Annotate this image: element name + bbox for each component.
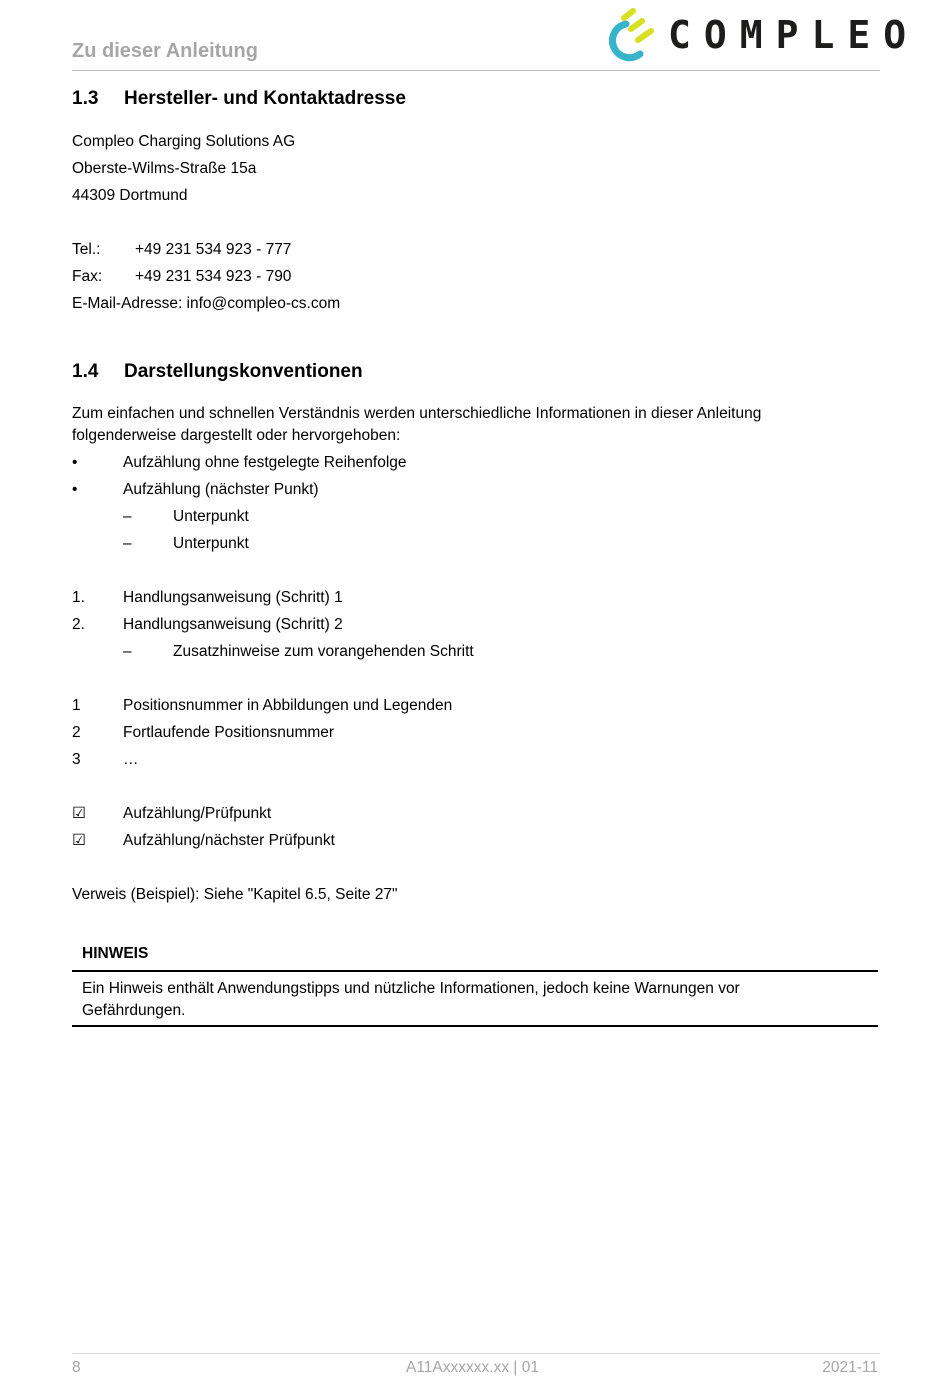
step-text: Handlungsanweisung (Schritt) 1 bbox=[123, 589, 343, 606]
step-text: Handlungsanweisung (Schritt) 2 bbox=[123, 616, 343, 633]
position-number: 3 bbox=[72, 751, 81, 768]
checkbox-checked-icon: ☑ bbox=[72, 805, 86, 822]
address-line-street: Oberste-Wilms-Straße 15a bbox=[72, 160, 257, 177]
check-item-text: Aufzählung/nächster Prüfpunkt bbox=[123, 832, 335, 849]
contact-fax bbox=[72, 266, 291, 288]
checkbox-checked-icon: ☑ bbox=[72, 832, 86, 849]
section-heading-1-3 bbox=[72, 88, 406, 110]
bullet-text: Aufzählung ohne festgelegte Reihenfolge bbox=[123, 454, 407, 471]
hinweis-top-rule bbox=[72, 970, 878, 972]
hinweis-text: Ein Hinweis enthält Anwendungstipps und nützliche Informationen, jedoch keine Warnungen vor Gefährdungen. bbox=[82, 980, 740, 1019]
step-number: 2. bbox=[72, 616, 85, 633]
position-text: Fortlaufende Positionsnummer bbox=[123, 724, 335, 741]
tel-label: Tel.: bbox=[72, 241, 101, 258]
sub-bullet-marker: – bbox=[123, 535, 132, 552]
intro-paragraph: Zum einfachen und schnellen Verständnis werden unterschiedliche Informationen in dieser Anleitung folgenderweise dargestellt oder hervorgehoben: bbox=[72, 405, 762, 444]
step-number: 1. bbox=[72, 589, 85, 606]
footer-doc-id: A11Axxxxxx.xx | 01 bbox=[406, 1359, 539, 1376]
step-note-marker: – bbox=[123, 643, 132, 660]
bullet-text: Aufzählung (nächster Punkt) bbox=[123, 481, 319, 498]
footer-date: 2021-11 bbox=[822, 1359, 878, 1376]
footer-page-number: 8 bbox=[72, 1359, 81, 1376]
section-number: 1.4 bbox=[72, 361, 99, 382]
section-title: Darstellungskonventionen bbox=[124, 361, 363, 382]
section-number: 1.3 bbox=[72, 88, 99, 109]
hinweis-bottom-rule bbox=[72, 1025, 878, 1027]
bullet-marker: • bbox=[72, 454, 78, 471]
step-note-text: Zusatzhinweise zum vorangehenden Schritt bbox=[173, 643, 474, 660]
position-text: … bbox=[123, 751, 139, 768]
tel-value: +49 231 534 923 - 777 bbox=[135, 241, 292, 258]
hinweis-title: HINWEIS bbox=[82, 945, 149, 962]
reference-example: Verweis (Beispiel): Siehe "Kapitel 6.5, Seite 27" bbox=[72, 886, 398, 903]
address-line-city: 44309 Dortmund bbox=[72, 187, 188, 204]
contact-email: E-Mail-Adresse: info@compleo-cs.com bbox=[72, 295, 341, 312]
sub-bullet-marker: – bbox=[123, 508, 132, 525]
position-number: 2 bbox=[72, 724, 81, 741]
compleo-logo-icon bbox=[604, 8, 664, 64]
header-divider bbox=[72, 70, 880, 71]
sub-bullet-text: Unterpunkt bbox=[173, 535, 249, 552]
bullet-marker: • bbox=[72, 481, 78, 498]
section-heading-1-4 bbox=[72, 361, 363, 383]
logo-wordmark: COMPLEO bbox=[668, 13, 920, 57]
compleo-logo bbox=[604, 8, 920, 64]
fax-value: +49 231 534 923 - 790 bbox=[135, 268, 292, 285]
section-title: Hersteller- und Kontaktadresse bbox=[124, 88, 406, 109]
position-number: 1 bbox=[72, 697, 81, 714]
fax-label: Fax: bbox=[72, 268, 103, 285]
footer-divider bbox=[72, 1353, 880, 1354]
running-header-title: Zu dieser Anleitung bbox=[72, 40, 258, 62]
contact-tel bbox=[72, 239, 291, 261]
check-item-text: Aufzählung/Prüfpunkt bbox=[123, 805, 272, 822]
address-line-company: Compleo Charging Solutions AG bbox=[72, 133, 296, 150]
position-text: Positionsnummer in Abbildungen und Legenden bbox=[123, 697, 453, 714]
sub-bullet-text: Unterpunkt bbox=[173, 508, 249, 525]
